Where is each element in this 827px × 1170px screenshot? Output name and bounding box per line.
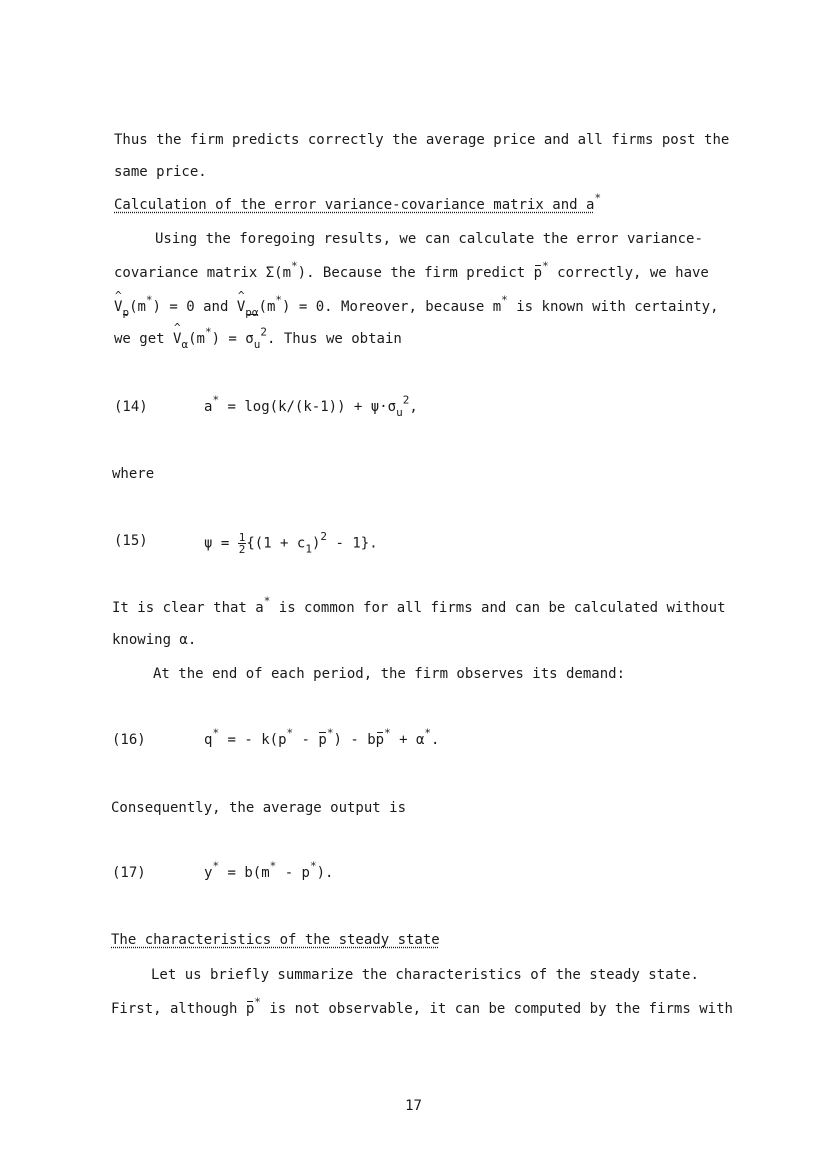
text-line: First, although p* is not observable, it can be computed by the firms with <box>111 995 733 1017</box>
text-line: It is clear that a* is common for all firms and can be calculated without <box>112 594 726 616</box>
equation-14: $a^* = \log(k/(k-1)) + \psi\cdot\sigma_u^2$, <box>204 393 418 419</box>
text-line: where <box>112 466 155 482</box>
equation-16: q* = - k(p* - p*) - bp* + α*. <box>204 726 440 748</box>
equation-number: (14) <box>114 399 148 415</box>
section-heading: The characteristics of the steady state <box>111 932 440 948</box>
equation-17: y* = b(m* - p*). <box>204 859 334 881</box>
text-line: Consequently, the average output is <box>111 800 407 816</box>
text-line: At the end of each period, the firm observes its demand: <box>153 666 626 682</box>
text-line: knowing α. <box>112 632 197 648</box>
text-line: ^ $V_p(m^*) = 0$ and ^ $V_{p\alpha}(m^*) = 0$. Moreover, because m* is known with certainty, <box>114 298 719 316</box>
section-heading: Calculation of the error variance-covariance matrix and a* <box>114 191 602 213</box>
equation-number: (16) <box>112 732 146 748</box>
text-line: Thus the firm predicts correctly the average price and all firms post the <box>114 132 730 148</box>
text-line: covariance matrix Σ(m*). Because the firm predict p* correctly, we have <box>114 259 709 281</box>
equation-15: ψ = $\frac{1}{2}$ $\{(1 + c_1)^2 - 1\}$. <box>204 529 378 556</box>
text-line: same price. <box>114 164 207 180</box>
equation-number: (17) <box>112 865 146 881</box>
equation-number: (15) <box>114 533 148 549</box>
text-line: Let us briefly summarize the characteristics of the steady state. <box>151 967 699 983</box>
text-line: Using the foregoing results, we can calculate the error variance- <box>155 231 703 247</box>
text-line: we get ^ $V_\alpha(m^*) = \sigma_u^2$. Thus we obtain <box>114 330 402 348</box>
page-number: 17 <box>405 1098 422 1114</box>
